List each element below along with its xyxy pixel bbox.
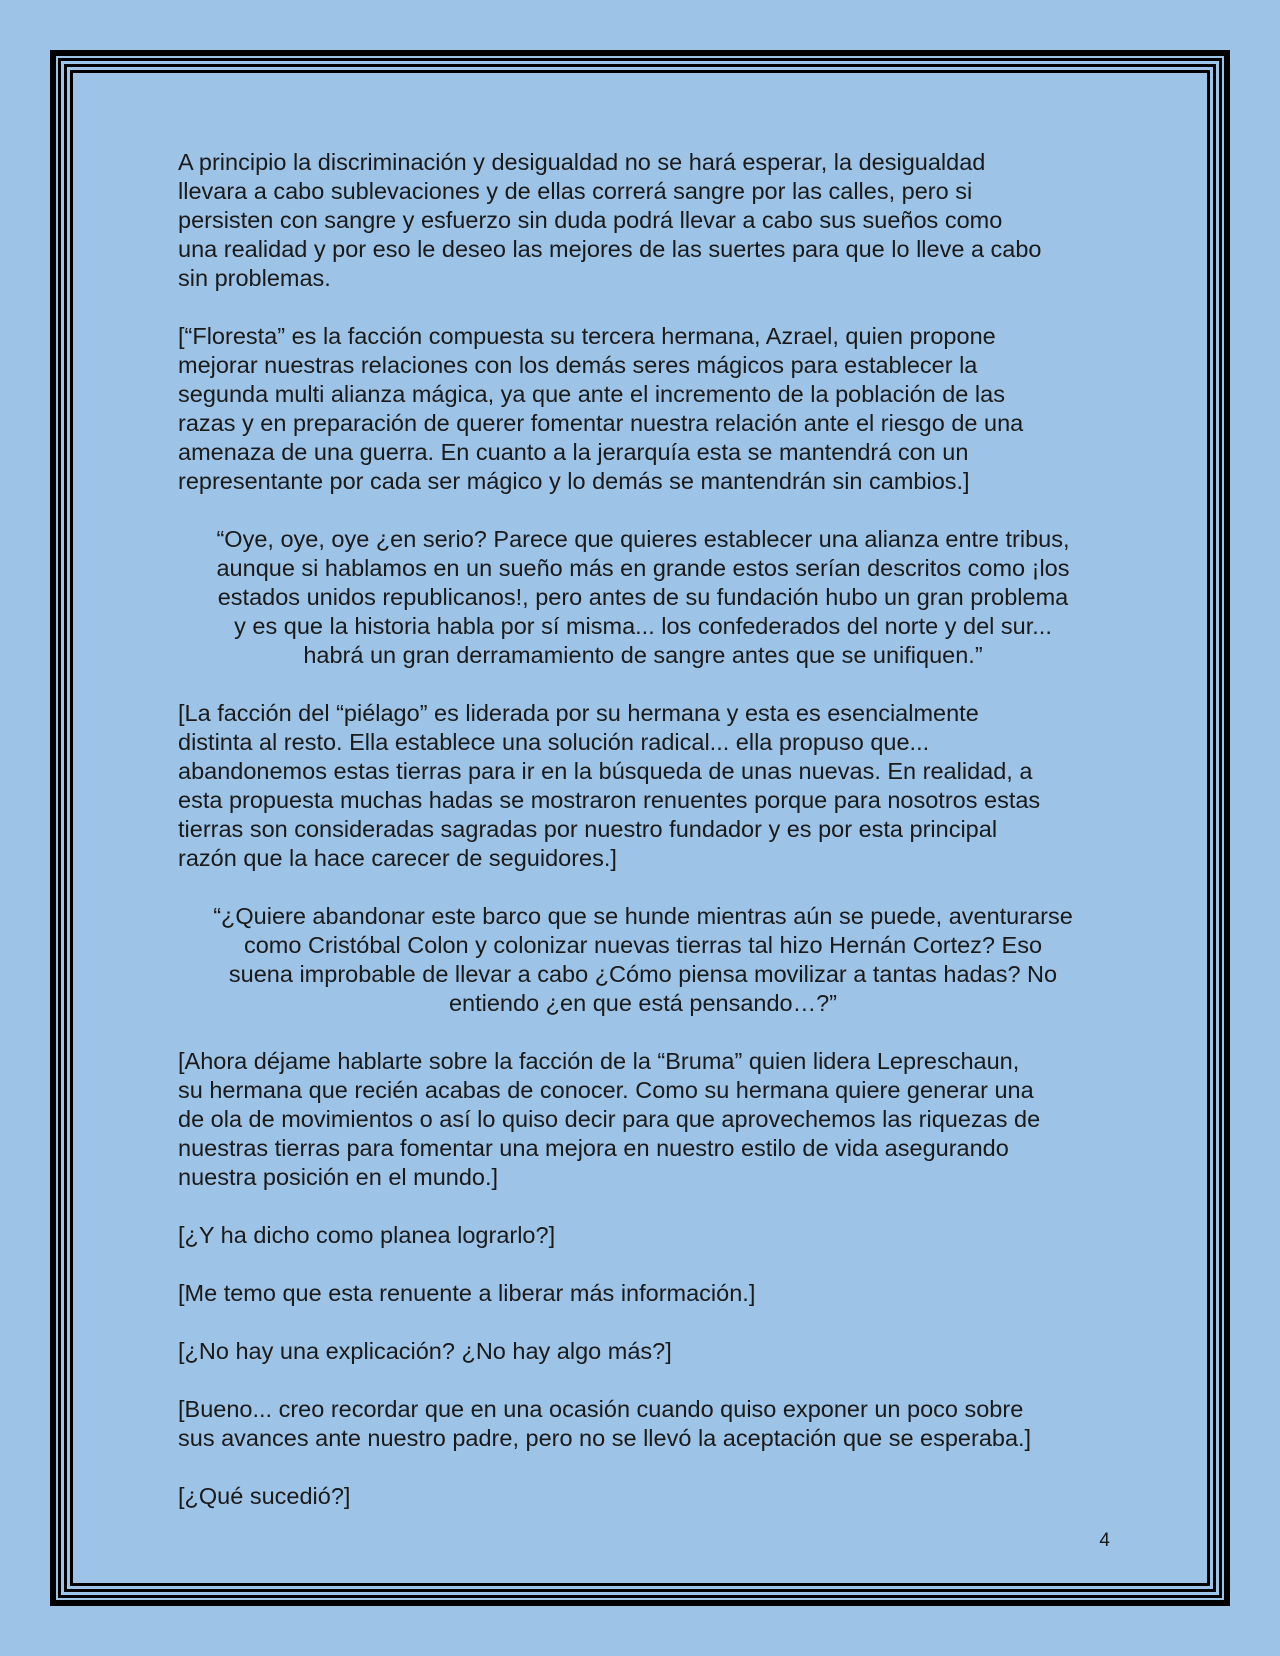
dialogue-line-1: [¿Y ha dicho como planea lograrlo?] bbox=[178, 1222, 556, 1248]
dialogue-line-5: [¿Qué sucedió?] bbox=[178, 1483, 351, 1509]
quote-paragraph-2: “¿Quiere abandonar este barco que se hunde mientras aún se puede, aventurarse como Cristóbal Colon y colonizar nuevas tierras tal hizo Hernán Cortez? Eso suena improbable de llevar a cabo ¿Cómo piensa movilizar a tantas hadas? No entiendo ¿en que está pensando…?” bbox=[213, 903, 1073, 1016]
document-body bbox=[178, 148, 1108, 1540]
page-number: 4 bbox=[1099, 1530, 1110, 1551]
paragraph-1: A principio la discriminación y desigualdad no se hará esperar, la desigualdad llevara a cabo sublevaciones y de ellas correrá sangre por las calles, pero si persisten con sangre y esfuerzo sin duda podrá llevar a cabo sus sueños como una realidad y por eso le deseo las mejores de las suertes para que lo lleve a cabo sin problemas. bbox=[178, 149, 1042, 291]
dialogue-line-4: [Bueno... creo recordar que en una ocasión cuando quiso exponer un poco sobre sus avances ante nuestro padre, pero no se llevó la aceptación que se esperaba.] bbox=[178, 1396, 1032, 1451]
paragraph-4: [Ahora déjame hablarte sobre la facción de la “Bruma” quien lidera Lepreschaun, su hermana que recién acabas de conocer. Como su hermana quiere generar una de ola de movimientos o así lo quiso decir para que aprovechemos las riquezas de nuestras tierras para fomentar una mejora en nuestro estilo de vida asegurando nuestra posición en el mundo.] bbox=[178, 1048, 1041, 1190]
dialogue-line-3: [¿No hay una explicación? ¿No hay algo más?] bbox=[178, 1338, 672, 1364]
dialogue-line-2: [Me temo que esta renuente a liberar más información.] bbox=[178, 1280, 756, 1306]
quote-paragraph-1: “Oye, oye, oye ¿en serio? Parece que quieres establecer una alianza entre tribus, aunque si hablamos en un sueño más en grande estos serían descritos como ¡los estados unidos republicanos!, pero antes de su fundación hubo un gran problema y es que la historia habla por sí misma... los confederados del norte y del sur... habrá un gran derramamiento de sangre antes que se unifiquen.” bbox=[216, 526, 1070, 668]
paragraph-2: [“Floresta” es la facción compuesta su tercera hermana, Azrael, quien propone mejorar nuestras relaciones con los demás seres mágicos para establecer la segunda multi alianza mágica, ya que ante el incremento de la población de las razas y en preparación de querer fomentar nuestra relación ante el riesgo de una amenaza de una guerra. En cuanto a la jerarquía esta se mantendrá con un representante por cada ser mágico y lo demás se mantendrán sin cambios.] bbox=[178, 323, 1024, 494]
paragraph-3: [La facción del “piélago” es liderada por su hermana y esta es esencialmente distinta al resto. Ella establece una solución radical... ella propuso que... abandonemos estas tierras para ir en la búsqueda de unas nuevas. En realidad, a esta propuesta muchas hadas se mostraron renuentes porque para nosotros estas tierras son consideradas sagradas por nuestro fundador y es por esta principal razón que la hace carecer de seguidores.] bbox=[178, 700, 1041, 871]
